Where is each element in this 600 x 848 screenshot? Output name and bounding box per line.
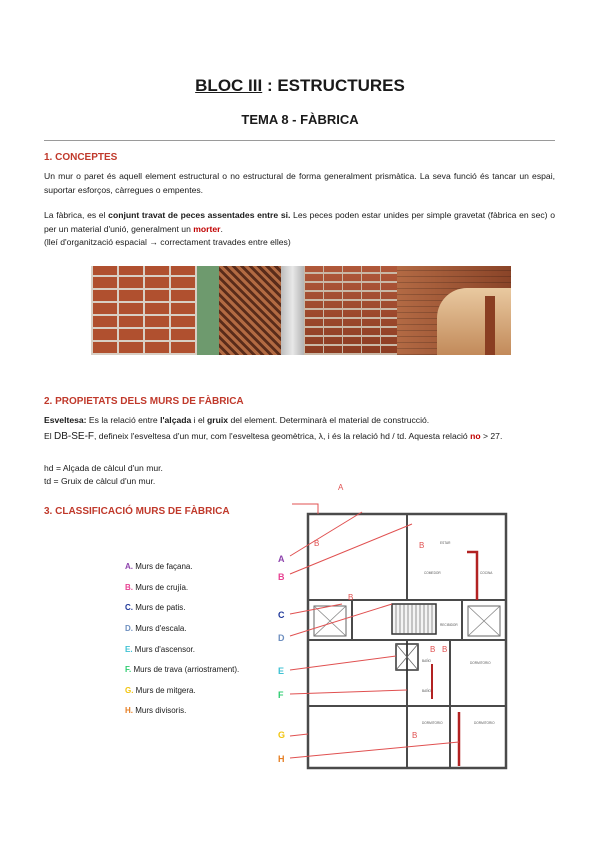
section-2-heading: 2. PROPIETATS DELS MURS DE FÀBRICA	[44, 396, 244, 407]
section-1-paragraph-2	[44, 209, 555, 236]
plan-letter-label: B	[278, 572, 285, 582]
small-label-b: B	[314, 539, 320, 548]
legend-text: Murs divisoris.	[133, 706, 187, 715]
text-bold: conjunt travat de peces assentades entre si.	[108, 210, 291, 220]
room-label: COMEDOR	[424, 571, 441, 575]
db-se-f-paragraph	[44, 430, 555, 444]
text-bold: Esveltesa:	[44, 415, 87, 425]
plan-letter-label: H	[278, 754, 285, 764]
legend-text: Murs d'ascensor.	[132, 645, 196, 654]
legend-key: D.	[125, 624, 133, 633]
text-run: .	[220, 223, 223, 234]
plan-letter-label: G	[278, 730, 286, 740]
stairwell	[392, 604, 436, 634]
floor-plan	[262, 484, 522, 784]
legend-key: C.	[125, 603, 133, 612]
pointer-g	[290, 734, 308, 736]
room-label: RECIBIDOR	[440, 623, 458, 627]
plan-letter-label: E	[278, 666, 285, 676]
text-run: El	[44, 431, 55, 441]
legend-text: Murs de mitgera.	[133, 686, 196, 695]
text-run: La fàbrica, es el	[44, 210, 109, 220]
text-bold: l'alçada	[160, 415, 192, 425]
text-run: > 27.	[480, 431, 503, 441]
td-definition: td = Gruix de càlcul d'un mur.	[44, 476, 156, 486]
legend-key: A.	[125, 562, 133, 571]
legend-key: G.	[125, 686, 134, 695]
title-divider	[44, 140, 555, 141]
room-label: DORMITORIO	[470, 661, 491, 665]
small-label-b: B	[419, 541, 425, 550]
text-run: del element. Determinarà el material de construcció.	[228, 415, 430, 425]
legend-item	[125, 706, 186, 715]
legend-item	[125, 686, 196, 695]
small-label-a: A	[338, 484, 344, 492]
small-label-b: B	[348, 593, 354, 602]
text-run: Es la relació entre	[86, 415, 161, 425]
brick-wall-photo	[91, 266, 197, 355]
section-3-heading: 3. CLASSIFICACIÓ MURS DE FÀBRICA	[44, 506, 230, 517]
legend-key: F.	[125, 665, 132, 674]
room-label: BAÑO	[422, 659, 432, 663]
legend-item	[125, 603, 185, 612]
text-highlight: no	[470, 431, 481, 441]
hd-definition: hd = Alçada de càlcul d'un mur.	[44, 463, 163, 473]
plan-letter-label: F	[278, 690, 284, 700]
perforated-brick-photo	[197, 266, 304, 355]
legend-key: B.	[125, 583, 133, 592]
brick-texture-photo	[304, 266, 397, 355]
title-rest: : ESTRUCTURES	[262, 76, 405, 95]
brick-arch-photo	[397, 266, 511, 355]
legend-text: Murs de patis.	[133, 603, 186, 612]
legend-item	[125, 624, 187, 633]
legend-item	[125, 583, 188, 592]
legend-text: Murs de crujía.	[133, 583, 189, 592]
text-bold: gruix	[207, 415, 229, 425]
legend-text: Murs de façana.	[133, 562, 193, 571]
brick-photo-strip	[91, 266, 511, 355]
page-subtitle: TEMA 8 - FÀBRICA	[241, 112, 359, 127]
arch-column	[485, 296, 495, 355]
legend-item	[125, 665, 239, 674]
legend-item	[125, 562, 193, 571]
room-label: BAÑO	[422, 689, 432, 693]
page-title	[0, 76, 600, 96]
small-label-b: B	[412, 731, 418, 740]
text-run: i el	[191, 415, 208, 425]
plan-letter-label: C	[278, 610, 285, 620]
slenderness-paragraph	[44, 414, 555, 428]
room-label: DORMITORIO	[474, 721, 495, 725]
title-bloc: BLOC III	[195, 76, 263, 95]
section-1-heading: 1. CONCEPTES	[44, 152, 118, 163]
legend-key: E.	[125, 645, 133, 654]
small-label-b: B	[442, 645, 448, 654]
section-1-paragraph-1: Un mur o paret és aquell element estructural o no estructural de forma generalment prismàtica. La seva funció és tancar un espai, suportar esforços, càrregues o empentes.	[44, 171, 555, 195]
room-label: DORMITORIO	[422, 721, 443, 725]
room-label: COCINA	[480, 571, 493, 575]
plan-letter-label: A	[278, 554, 285, 564]
text-run: , defineix l'esveltesa d'un mur, com l'esveltesa geomètrica, λ, i és la relació hd / td. Aquesta relació	[94, 431, 471, 441]
column	[281, 266, 304, 355]
plan-letter-label: D	[278, 633, 285, 643]
pointer-a	[292, 504, 318, 514]
text-highlight: morter	[193, 223, 221, 234]
legend-item	[125, 645, 195, 654]
legend-text: Murs de trava (arriostrament).	[131, 665, 240, 674]
text-code: DB-SE-F	[54, 431, 95, 442]
legend-text: Murs d'escala.	[133, 624, 187, 633]
room-label: ESTAR	[440, 541, 451, 545]
legend-key: H.	[125, 706, 133, 715]
section-1-paragraph-3: (lleí d'organització espacial → correctament travades entre elles)	[44, 237, 291, 247]
arch-opening	[437, 288, 511, 355]
small-label-b: B	[430, 645, 436, 654]
text-run: Les peces poden estar unides per simple gravetat (fàbrica en sec) o per un material d'unió, generalment un	[44, 210, 555, 234]
plan-letter-labels	[278, 554, 285, 764]
